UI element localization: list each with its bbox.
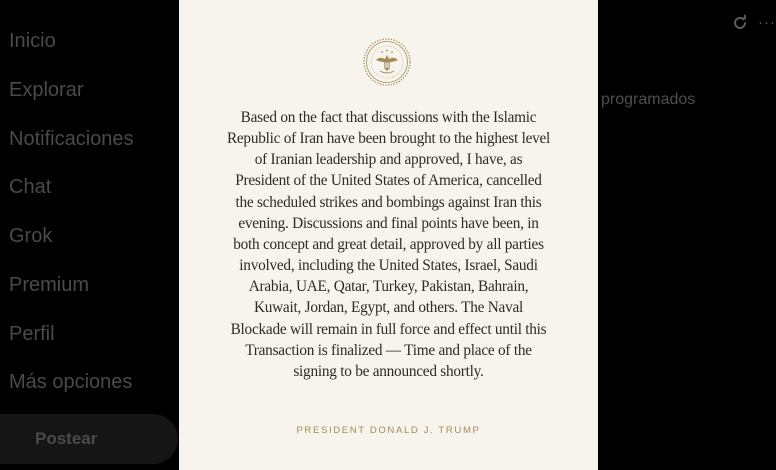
- statement-document: [179, 0, 598, 470]
- sidebar-item-perfil[interactable]: Perfil: [9, 323, 55, 345]
- sidebar-item-notificaciones[interactable]: Notificaciones: [9, 128, 134, 150]
- signature-line: PRESIDENT DONALD J. TRUMP: [296, 425, 481, 436]
- sidebar-item-explorar[interactable]: Explorar: [9, 79, 84, 101]
- right-pane: [598, 0, 776, 470]
- more-icon[interactable]: ···: [758, 14, 776, 31]
- sidebar: [0, 0, 190, 470]
- sidebar-item-inicio[interactable]: Inicio: [9, 30, 56, 52]
- post-button[interactable]: Postear: [0, 414, 178, 464]
- refresh-icon[interactable]: [732, 14, 748, 32]
- sidebar-item-grok[interactable]: Grok: [9, 225, 53, 247]
- statement-text: Based on the fact that discussions with the Islamic Republic of Iran have been brought to the highest level of Iranian leadership and approved, I have, as President of the United States of America, cancelled the scheduled strikes and bombings against Iran this evening. Discussions and final points have been, in both concept and great detail, approved by all parties involved, including the United States, Israel, Saudi Arabia, UAE, Qatar, Turkey, Pakistan, Bahrain, Kuwait, Jordan, Egypt, and others. The Naval Blockade will remain in full force and effect until this Transaction is finalized — Time and place of the signing to be announced shortly.: [226, 109, 551, 380]
- sidebar-item-premium[interactable]: Premium: [9, 274, 90, 296]
- scheduled-posts-text: programados: [601, 91, 696, 108]
- sidebar-item-chat[interactable]: Chat: [9, 176, 52, 198]
- sidebar-item-mas-opciones[interactable]: Más opciones: [9, 371, 133, 393]
- presidential-seal-icon: [363, 38, 411, 86]
